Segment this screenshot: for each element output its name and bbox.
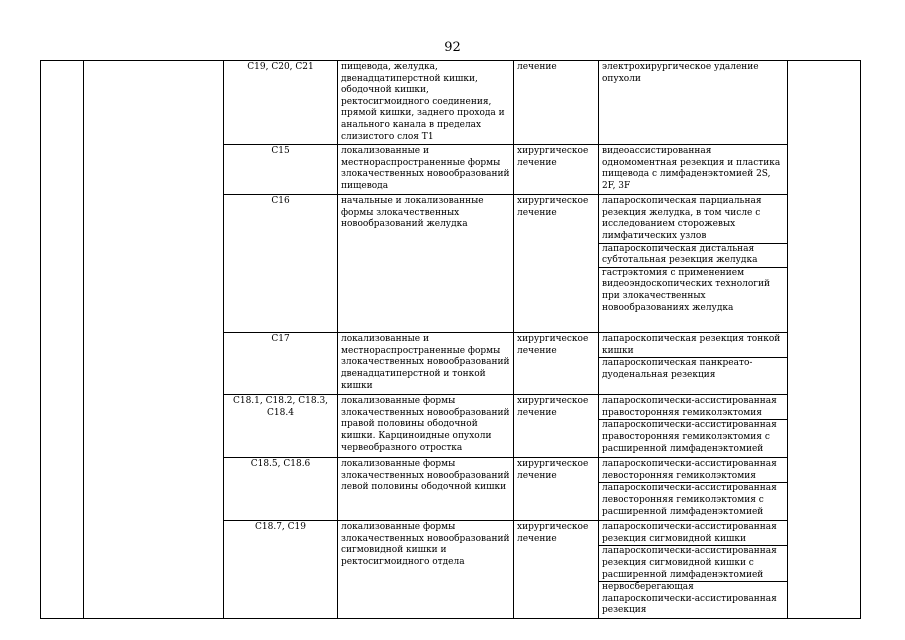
- procedures-table: [40, 60, 861, 619]
- method-cell: [599, 145, 788, 195]
- icd-code-cell: C18.7, C19: [224, 521, 338, 619]
- method-item: нервосберегающая лапароскопически-ассистированная резекция: [599, 581, 787, 617]
- method-item: лапароскопическая дистальная субтотальная резекция желудка: [599, 243, 787, 267]
- treatment-type-cell: хирургическое лечение: [514, 333, 599, 395]
- method-cell: [599, 333, 788, 395]
- icd-code-cell: C18.1, C18.2, C18.3, C18.4: [224, 395, 338, 458]
- method-item: видеоассистированная одномоментная резекция и пластика пищевода с лимфаденэктомией 2S, 2F, 3F: [602, 146, 781, 191]
- condition-cell: пищевода, желудка, двенадцатиперстной кишки, ободочной кишки, ректосигмоидного соединения, прямой кишки, заднего прохода и анального канала в пределах слизистого слоя T1: [338, 61, 514, 145]
- icd-code-cell: C17: [224, 333, 338, 395]
- method-item: лапароскопически-ассистированная левосторонняя гемиколэктомия с расширенной лимфаденэктомией: [599, 482, 787, 518]
- method-cell: [599, 395, 788, 458]
- method-item: лапароскопически-ассистированная резекция сигмовидной кишки с расширенной лимфаденэктомией: [599, 545, 787, 581]
- icd-code-cell: C15: [224, 145, 338, 195]
- method-item: лапароскопически-ассистированная резекция сигмовидной кишки: [602, 522, 777, 544]
- blank-col-1: [41, 61, 84, 619]
- method-item: лапароскопически-ассистированная правосторонняя гемиколэктомия с расширенной лимфаденэктомией: [599, 419, 787, 455]
- method-item: лапароскопическая резекция тонкой кишки: [602, 334, 781, 356]
- treatment-type-cell: хирургическое лечение: [514, 458, 599, 521]
- condition-cell: локализованные и местнораспространенные формы злокачественных новообразований двенадцатиперстной и тонкой кишки: [338, 333, 514, 395]
- condition-cell: локализованные формы злокачественных новообразований правой половины ободочной кишки. Карциноидные опухоли червеобразного отростка: [338, 395, 514, 458]
- condition-cell: локализованные формы злокачественных новообразований сигмовидной кишки и ректосигмоидного отдела: [338, 521, 514, 619]
- method-cell: [599, 521, 788, 619]
- treatment-type-cell: лечение: [514, 61, 599, 145]
- method-item: лапароскопически-ассистированная правосторонняя гемиколэктомия: [602, 396, 777, 418]
- blank-col-2: [84, 61, 224, 619]
- table-row: [41, 61, 861, 145]
- method-item: гастрэктомия с применением видеоэндоскопических технологий при злокачественных новообразованиях желудка: [599, 267, 787, 314]
- method-item: лапароскопически-ассистированная левосторонняя гемиколэктомия: [602, 459, 777, 481]
- condition-cell: локализованные и местнораспространенные формы злокачественных новообразований пищевода: [338, 145, 514, 195]
- icd-code-cell: C16: [224, 195, 338, 333]
- icd-code-cell: C19, C20, C21: [224, 61, 338, 145]
- condition-cell: локализованные формы злокачественных новообразований левой половины ободочной кишки: [338, 458, 514, 521]
- condition-cell: начальные и локализованные формы злокачественных новообразований желудка: [338, 195, 514, 333]
- method-item: лапароскопическая панкреато-дуоденальная резекция: [599, 357, 787, 381]
- icd-code-cell: C18.5, C18.6: [224, 458, 338, 521]
- blank-col-last: [788, 61, 861, 619]
- treatment-type-cell: хирургическое лечение: [514, 521, 599, 619]
- method-item: электрохирургическое удаление опухоли: [602, 62, 759, 84]
- method-cell: [599, 458, 788, 521]
- method-item: лапароскопическая парциальная резекция желудка, в том числе с исследованием сторожевых лимфатических узлов: [602, 196, 762, 241]
- treatment-type-cell: хирургическое лечение: [514, 395, 599, 458]
- method-cell: [599, 61, 788, 145]
- treatment-type-cell: хирургическое лечение: [514, 145, 599, 195]
- treatment-type-cell: хирургическое лечение: [514, 195, 599, 333]
- page-number: 92: [444, 40, 461, 55]
- method-cell: [599, 195, 788, 333]
